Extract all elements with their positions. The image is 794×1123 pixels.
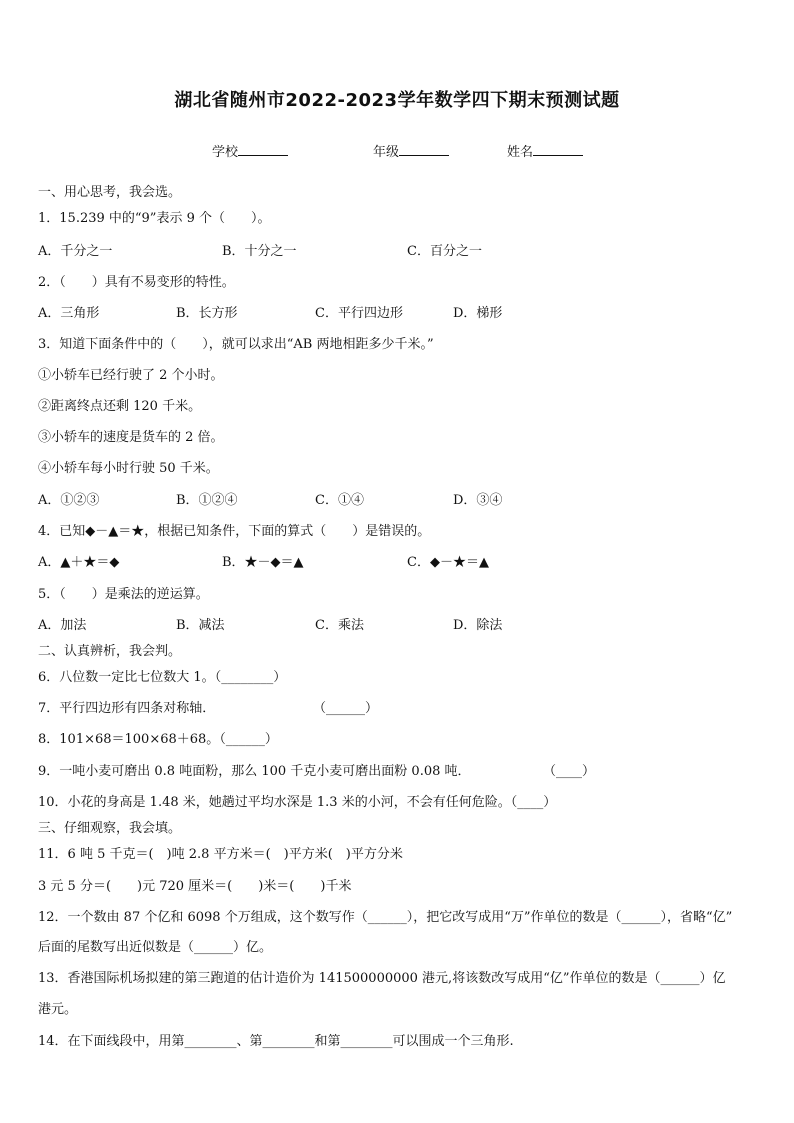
q2-option-c[interactable]: C．平行四边形: [315, 306, 403, 321]
question-10: [38, 791, 556, 810]
question-13-line-1: 13．香港国际机场拟建的第三跑道的估计造价为 141500000000 港元,将该数改写成用“亿”作单位的数是（______）亿: [38, 971, 726, 986]
name-blank[interactable]: [533, 143, 583, 156]
page-title: 湖北省随州市2022-2023学年数学四下期末预测试题: [174, 90, 620, 111]
q1-option-a[interactable]: A．千分之一: [38, 244, 113, 259]
grade-label: 年级: [373, 145, 400, 160]
q4-option-c[interactable]: C．◆－★＝▲: [407, 555, 489, 570]
school-blank[interactable]: [238, 143, 288, 156]
q2-option-d[interactable]: D．梯形: [453, 306, 503, 321]
q3-option-b[interactable]: B．①②④: [176, 493, 238, 508]
q10-text: 10．小花的身高是 1.48 米，她趟过平均水深是 1.3 米的小河，不会有任何危险。: [38, 795, 511, 810]
section-heading-2: 二、认真辨析，我会判。: [38, 644, 182, 659]
q2-option-a[interactable]: A．三角形: [38, 306, 100, 321]
question-7: 7．平行四边形有四条对称轴．: [38, 701, 216, 716]
q9-answer-bracket[interactable]: （____）: [543, 764, 596, 779]
question-13-line-2: 港元。: [38, 1002, 78, 1017]
q10-answer-bracket[interactable]: （____）: [510, 795, 557, 810]
question-9: 9．一吨小麦可磨出 0.8 吨面粉，那么 100 千克小麦可磨出面粉 0.08 吨．: [38, 764, 471, 779]
q8-text: 8．101×68＝100×68＋68。: [38, 732, 220, 747]
grade-blank[interactable]: [399, 143, 449, 156]
q5-option-c[interactable]: C．乘法: [315, 618, 364, 633]
q4-option-a[interactable]: A．▲＋★＝◆: [38, 555, 120, 570]
q1-option-c[interactable]: C．百分之一: [407, 244, 482, 259]
q6-text: 6．八位数一定比七位数大 1。: [38, 670, 215, 685]
question-5: 5．（ ）是乘法的逆运算。: [38, 587, 209, 602]
q3-condition-3: ③小轿车的速度是货车的 2 倍。: [38, 430, 224, 445]
question-2: 2．（ ）具有不易变形的特性。: [38, 275, 235, 290]
question-8: [38, 728, 278, 747]
question-14: 14．在下面线段中，用第________、第________和第________可以围成一个三角形.: [38, 1034, 514, 1049]
q5-option-d[interactable]: D．除法: [453, 618, 503, 633]
q1-option-b[interactable]: B．十分之一: [222, 244, 297, 259]
question-1: 1．15.239 中的“9”表示 9 个（ ）。: [38, 211, 271, 226]
name-label: 姓名: [507, 145, 534, 160]
question-11-line-2: 3 元 5 分＝( )元 720 厘米＝( )米＝( )千米: [38, 879, 352, 894]
grade-field: [373, 141, 449, 160]
school-label: 学校: [212, 145, 239, 160]
q5-option-b[interactable]: B．减法: [176, 618, 225, 633]
question-11-line-1: 11．6 吨 5 千克＝( )吨 2.8 平方米＝( )平方米( )平方分米: [38, 847, 403, 862]
q3-condition-4: ④小轿车每小时行驶 50 千米。: [38, 461, 219, 476]
q8-answer-bracket[interactable]: （______）: [219, 732, 278, 747]
school-field: [212, 141, 288, 160]
section-heading-3: 三、仔细观察，我会填。: [38, 821, 182, 836]
q5-option-a[interactable]: A．加法: [38, 618, 87, 633]
question-4: 4．已知◆－▲＝★，根据已知条件，下面的算式（ ）是错误的。: [38, 524, 431, 539]
q3-option-d[interactable]: D．③④: [453, 493, 503, 508]
question-12-line-2: 后面的尾数写出近似数是（______）亿。: [38, 940, 273, 955]
q6-answer-bracket[interactable]: （________）: [214, 670, 287, 685]
q3-condition-2: ②距离终点还剩 120 千米。: [38, 399, 202, 414]
question-3: 3．知道下面条件中的（ ），就可以求出“AB 两地相距多少千米。”: [38, 337, 434, 352]
q3-condition-1: ①小轿车已经行驶了 2 个小时。: [38, 368, 224, 383]
question-6: [38, 666, 286, 685]
q7-answer-bracket[interactable]: （______）: [313, 701, 379, 716]
q4-option-b[interactable]: B．★－◆＝▲: [222, 555, 304, 570]
section-heading-1: 一、用心思考，我会选。: [38, 185, 182, 200]
name-field: [507, 141, 583, 160]
q3-option-a[interactable]: A．①②③: [38, 493, 100, 508]
question-12-line-1: 12．一个数由 87 个亿和 6098 个万组成，这个数写作（______），把它改写成用“万”作单位的数是（______），省略“亿”: [38, 910, 733, 925]
q3-option-c[interactable]: C．①④: [315, 493, 364, 508]
q2-option-b[interactable]: B．长方形: [176, 306, 238, 321]
